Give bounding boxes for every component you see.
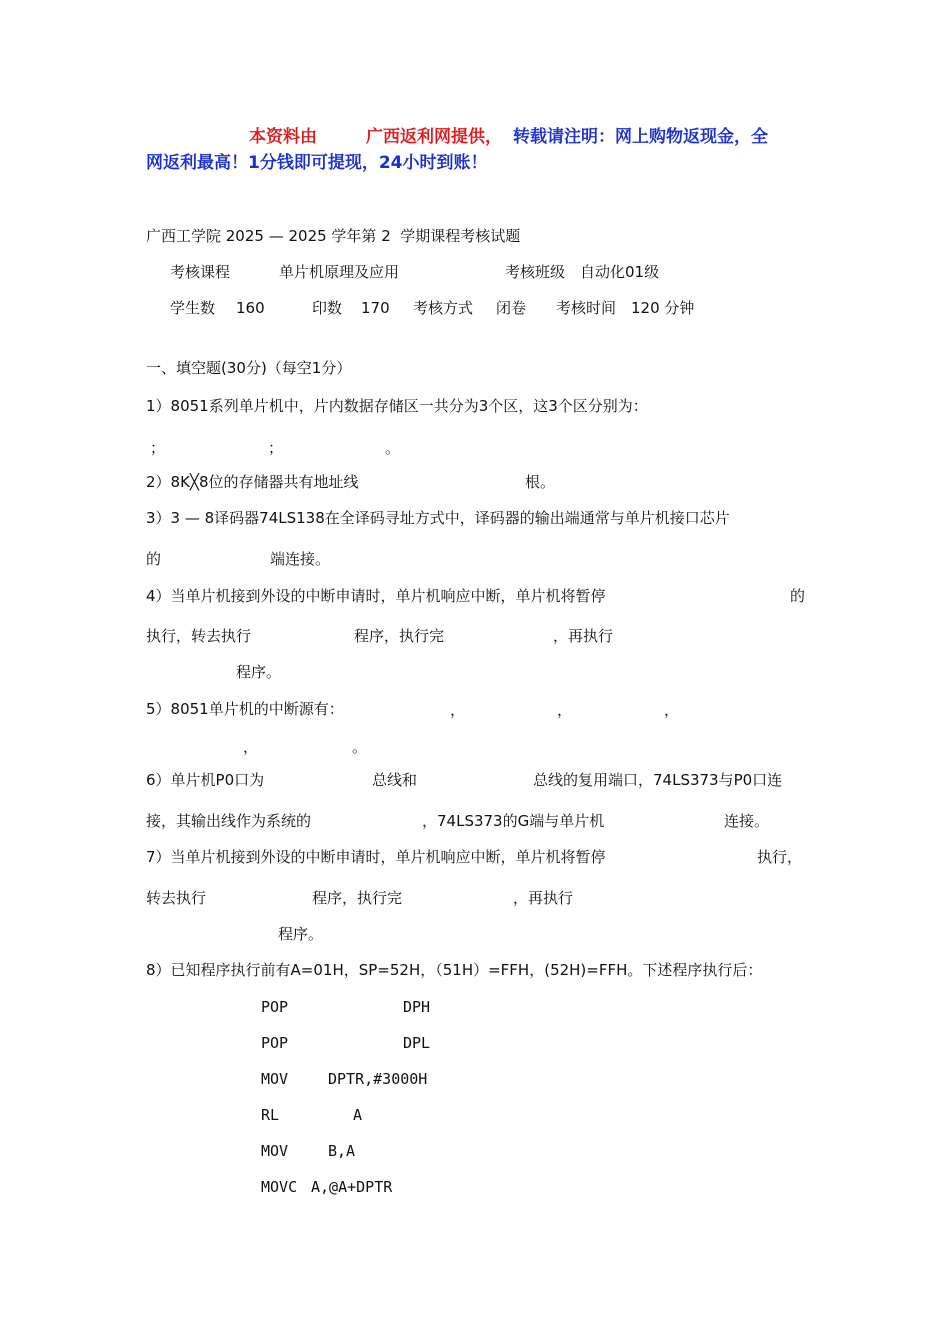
time-value: 120 分钟 <box>631 299 695 317</box>
code-op-2: POP <box>261 1034 289 1052</box>
question-6a: 6）单片机P0口为 <box>146 771 265 789</box>
exam-title: 广西工学院 2025 — 2025 学年第 2 学期课程考核试题 <box>146 227 521 245</box>
question-3b: 的 <box>146 550 162 568</box>
q5-comma-1: ， <box>450 701 466 719</box>
question-7b: 执行， <box>757 848 803 866</box>
question-6d: 接，其输出线作为系统的 <box>146 812 312 830</box>
banner-source-label: 本资料由 <box>249 127 317 147</box>
q1-separator-1: ； <box>150 439 166 457</box>
code-op-6: MOVC <box>261 1178 298 1196</box>
question-4b: 的 <box>790 587 806 605</box>
section-title: 一、填空题(30分)（每空1分） <box>146 359 352 377</box>
q5-comma-2: ， <box>557 701 573 719</box>
print-label: 印数 <box>312 299 343 317</box>
code-op-4: RL <box>261 1106 280 1124</box>
question-7e: ，再执行 <box>513 889 574 907</box>
students-label: 学生数 <box>170 299 216 317</box>
question-3a: 3）3 — 8译码器74LS138在全译码寻址方式中，译码器的输出端通常与单片机接口芯片 <box>146 509 730 527</box>
question-2a: 2）8K╳8位的存储器共有地址线 <box>146 473 359 491</box>
question-6f: 连接。 <box>724 812 770 830</box>
question-6e: ，74LS373的G端与单片机 <box>422 812 605 830</box>
method-value: 闭卷 <box>496 299 527 317</box>
question-2b: 根。 <box>525 473 556 491</box>
question-4d: 程序，执行完 <box>354 627 445 645</box>
question-7c: 转去执行 <box>146 889 207 907</box>
code-op-5: MOV <box>261 1142 289 1160</box>
q5-comma-4: ， <box>243 738 259 756</box>
q5-end: 。 <box>352 738 368 756</box>
students-value: 160 <box>236 299 265 317</box>
class-label: 考核班级 <box>505 263 566 281</box>
question-4f: 程序。 <box>236 663 282 681</box>
banner-notice-line1: 转载请注明：网上购物返现金，全 <box>513 127 768 147</box>
print-value: 170 <box>361 299 390 317</box>
code-arg-6: A,@A+DPTR <box>311 1178 393 1196</box>
banner-source-link[interactable]: 广西返利网提供， <box>366 127 502 147</box>
q1-separator-2: ； <box>268 439 284 457</box>
code-op-3: MOV <box>261 1070 289 1088</box>
question-4e: ，再执行 <box>553 627 614 645</box>
question-7d: 程序，执行完 <box>312 889 403 907</box>
q1-end: 。 <box>385 439 401 457</box>
q5-comma-3: ， <box>664 701 680 719</box>
question-7f: 程序。 <box>278 925 324 943</box>
question-6b: 总线和 <box>372 771 418 789</box>
question-4a: 4）当单片机接到外设的中断申请时，单片机响应中断，单片机将暂停 <box>146 587 606 605</box>
code-op-1: POP <box>261 998 289 1016</box>
question-1: 1）8051系列单片机中，片内数据存储区一共分为3个区，这3个区分别为： <box>146 397 648 415</box>
course-value: 单片机原理及应用 <box>279 263 400 281</box>
code-arg-4: A <box>353 1106 363 1124</box>
question-7a: 7）当单片机接到外设的中断申请时，单片机响应中断，单片机将暂停 <box>146 848 606 866</box>
time-label: 考核时间 <box>556 299 617 317</box>
code-arg-5: B,A <box>328 1142 356 1160</box>
question-3c: 端连接。 <box>270 550 331 568</box>
banner-notice-line2: 网返利最高！1分钱即可提现，24小时到账！ <box>146 153 488 173</box>
code-arg-1: DPH <box>403 998 431 1016</box>
question-4c: 执行，转去执行 <box>146 627 252 645</box>
question-8: 8）已知程序执行前有A=01H，SP=52H，（51H）=FFH，(52H)=FFH。下述程序执行后： <box>146 961 763 979</box>
course-label: 考核课程 <box>170 263 231 281</box>
question-5a: 5）8051单片机的中断源有： <box>146 700 344 718</box>
code-arg-2: DPL <box>403 1034 431 1052</box>
method-label: 考核方式 <box>413 299 474 317</box>
class-value: 自动化01级 <box>580 263 660 281</box>
question-6c: 总线的复用端口，74LS373与P0口连 <box>533 771 783 789</box>
code-arg-3: DPTR,#3000H <box>328 1070 428 1088</box>
